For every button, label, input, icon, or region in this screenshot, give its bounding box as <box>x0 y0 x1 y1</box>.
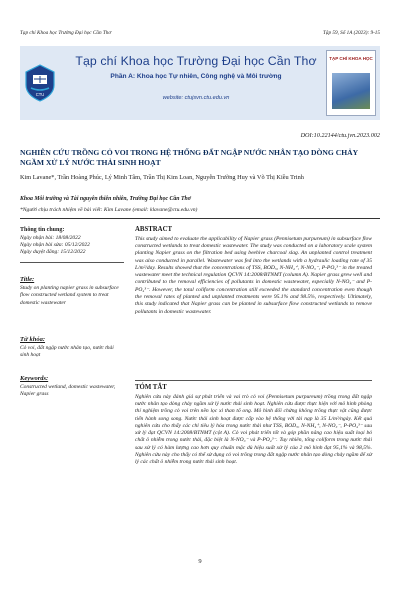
abstract-heading: ABSTRACT <box>135 226 173 233</box>
cover-image <box>332 73 370 109</box>
article-title: NGHIÊN CỨU TRỒNG CỎ VOI TRONG HỆ THỐNG ĐẤT NGẬP NƯỚC NHÂN TẠO DÒNG CHẢY NGẦM XỬ LÝ NƯỚC THẢI SINH HOẠT <box>20 148 358 168</box>
journal-website: website: ctujsvn.ctu.edu.vn <box>162 95 230 101</box>
received-date: Ngày nhận bài: 18/08/2022 <box>20 234 81 241</box>
english-title-block <box>20 276 124 307</box>
affiliation: Khoa Môi trường và Tài nguyên thiên nhiên, Trường Đại học Cần Thơ <box>20 196 191 202</box>
university-logo-icon <box>23 63 57 103</box>
journal-banner <box>20 46 380 120</box>
divider <box>20 218 380 219</box>
journal-part: Phần A: Khoa học Tự nhiên, Công nghệ và Môi trường <box>110 73 282 80</box>
revised-date: Ngày nhận bài sửa: 05/12/2022 <box>20 242 90 249</box>
summary-text: Nghiên cứu này đánh giá sự phát triển và vai trò cỏ voi (Pennisetum purpureum) trồng trong đất ngập nước nhân tạo dòng chảy ngầm xử lý nước thải sinh hoạt. Nghiên cứu được thực hiện với mô hình phòng thí nghiệm trồng cỏ voi trên nền lọc xỉ than tổ ong. Mô hình đối chứng không trồng thực vật cũng được tiến hành song song. Nước thải sinh hoạt được cấp vào hệ thống với tải nạp là 35 L/m²/ngày. Kết quả nghiên cứu cho thấy các chỉ tiêu lý hóa trong nước thải như TSS, BOD₅, N-NH₄⁺, N-NO₃⁻, P-PO₄³⁻ sau xử lý đạt QCVN 14:2008/BTNMT (cột A). Cỏ voi phát triển tốt và góp phần nâng cao hiệu suất loại bỏ chất ô nhiễm trong nước thải, đặc biệt là N-NO₃⁻ và P-PO₄³⁻. Tuy nhiên, tổng coliform trong nước thải sau xử lý có hàm lượng cao hơn quy chuẩn mặc dù hiệu suất xử lý của 2 mô hình đạt 95,1% và 98,5%. Nghiên cứu này cho thấy có thể sử dụng cỏ voi trồng trong đất ngập nước nhân tạo dòng chảy ngầm để xử lý các chất ô nhiễm trong nước thải sinh hoạt. <box>135 393 372 466</box>
english-title-heading: Title: <box>20 276 35 283</box>
keywords-en-block <box>20 375 124 399</box>
corresponding-author: *Người chịu trách nhiệm về bài viết: Kim Lavane (email: klavane@ctu.edu.vn) <box>20 207 198 213</box>
page-number: 9 <box>198 558 202 565</box>
keywords-vi-block <box>20 336 124 360</box>
running-header-journal: Tạp chí Khoa học Trường Đại học Cần Thơ <box>20 30 112 36</box>
divider <box>20 262 124 263</box>
journal-name: Tạp chí Khoa học Trường Đại học Cần Thơ <box>75 54 317 68</box>
abstract <box>135 226 372 316</box>
keywords-vi-heading: Từ khóa: <box>20 336 46 343</box>
summary-heading: TÓM TẮT <box>135 384 167 391</box>
doi: DOI:10.22144/ctu.jvn.2023.002 <box>300 132 380 139</box>
keywords-en-text: Constructed wetland, domestic wastewater, Napier grass <box>20 383 116 398</box>
english-title-text: Study on planting napier grass in subsurface flow constructed wetland system to treat domestic wastewater <box>20 284 119 306</box>
university-logo <box>20 46 60 120</box>
running-header-volume: Tập 59, Số 1A (2023): 9-15 <box>323 30 380 36</box>
author-list: Kim Lavane*, Trần Hoàng Phúc, Lý Minh Tâm, Trần Thị Kim Loan, Nguyễn Trường Huy và Võ Thị Kiều Trinh <box>20 174 304 181</box>
keywords-en-heading: Keywords: <box>20 375 49 382</box>
cover-title: TẠP CHÍ KHOA HỌC <box>329 56 373 61</box>
abstract-text: This study aimed to evaluate the applicability of Napier grass (Pennisetum purpureum) in subsurface flow constructed wetlands to treat domestic wastewater. The study was conducted on a laboratory scale system planting Napier grass on the filtration bed using beehive charcoal slag. An unplanted control treatment was also conducted in parallel. Wastewater was fed into the wetlands with a hydraulic loading rate of 35 L/m²/day. Results showed that the concentrations of TSS, BOD₅, N-NH₄⁺, N-NO₃⁻, P-PO₄³⁻ in the treated wastewater meet the technical regulation QCVN 14:2008/BTNMT (column A). Napier grass grew well and contributed to the removal efficiencies of pollutants in domestic wastewater, especially N-NO₃⁻ and P-PO₄³⁻. However, the total coliform concentration still exceeded the standard concentration even though the removal rates of planted and unplanted treatments were 95.1% and 98.5%, respectively. Ultimately, this study indicated that Napier grass can be planted in subsurface flow constructed wetlands to remove pollutants in domestic wastewater. <box>135 235 372 315</box>
article-info <box>20 227 124 257</box>
article-info-heading: Thông tin chung: <box>20 227 65 233</box>
summary <box>135 384 372 467</box>
accepted-date: Ngày duyệt đăng: 15/12/2022 <box>20 249 86 256</box>
keywords-vi-text: Cỏ voi, đất ngập nước nhân tạo, nước thải sinh hoạt <box>20 344 114 359</box>
running-header <box>20 30 380 40</box>
logo-text: CTU <box>35 92 45 97</box>
journal-cover-thumbnail <box>326 50 376 116</box>
banner-text <box>60 46 326 120</box>
divider <box>135 380 372 381</box>
